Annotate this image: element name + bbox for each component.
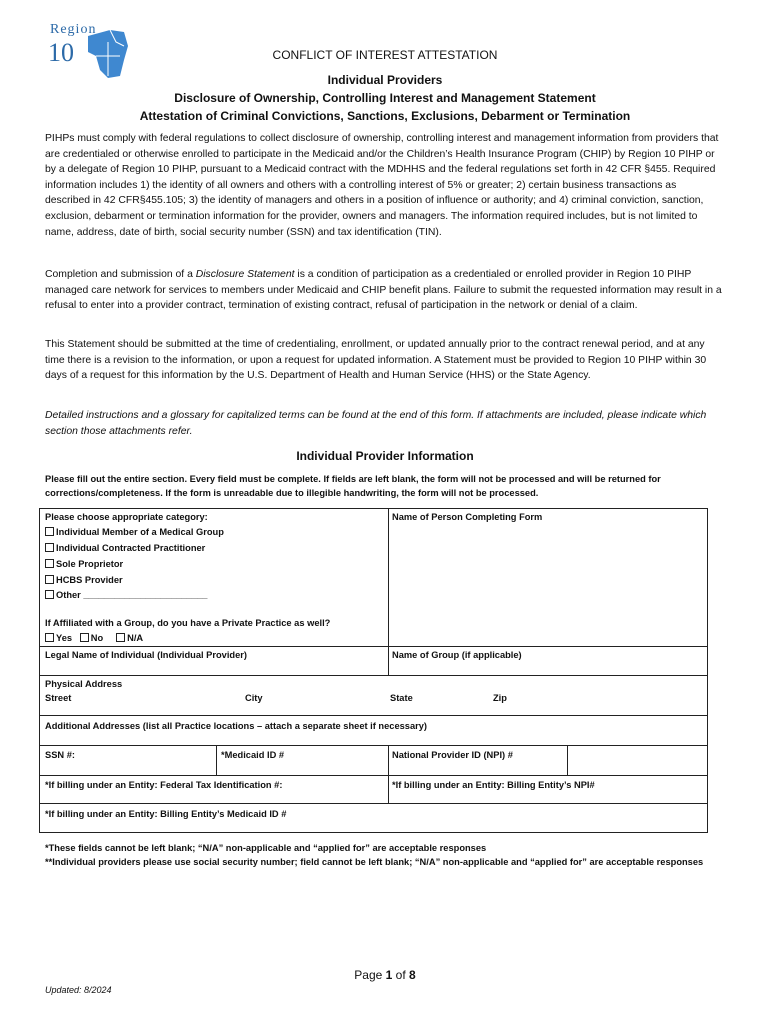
- checkbox[interactable]: [45, 575, 54, 584]
- form-column-divider: [567, 745, 568, 775]
- note-required-fields: *These fields cannot be left blank; “N/A” non-applicable and “applied for” are acceptable responses: [45, 843, 487, 853]
- option-na[interactable]: [116, 633, 143, 643]
- logo-region-text: Region: [50, 22, 97, 37]
- category-option-sole-proprietor[interactable]: [45, 558, 123, 571]
- paragraph-completion-lead: Completion and submission of a: [45, 269, 196, 280]
- form-column-divider: [388, 745, 389, 803]
- group-name-label: Name of Group (if applicable): [392, 650, 522, 660]
- checkbox[interactable]: [45, 590, 54, 599]
- form-divider: [40, 803, 707, 804]
- document-subtitle-1: Individual Providers: [327, 73, 443, 87]
- form-divider: [40, 715, 707, 716]
- individual-provider-form: [39, 508, 708, 833]
- option-yes[interactable]: [45, 633, 72, 643]
- form-notes: [45, 841, 725, 869]
- form-divider: [40, 745, 707, 746]
- category-option-label: Sole Proprietor: [56, 559, 124, 569]
- billing-medicaid-id-label: *If billing under an Entity: Billing Entity’s Medicaid ID #: [45, 809, 287, 819]
- form-divider: [40, 646, 707, 647]
- paragraph-completion-rest: is a condition of participation as a credentialed or enrolled provider in Region 10 PIHP managed care network for services to members under Medicaid and CHIP benefit plans. Failure to submit the requested information may result in a refusal to enter into a provider contract, termination of existing contract, refusal of participation in the network or denial of a claim.: [45, 269, 722, 312]
- form-divider: [40, 775, 707, 776]
- medicaid-id-label: *Medicaid ID #: [221, 750, 285, 760]
- npi-label: National Provider ID (NPI) #: [392, 750, 513, 760]
- checkbox[interactable]: [45, 527, 54, 536]
- page-number: [0, 968, 770, 982]
- category-option-label: Individual Member of a Medical Group: [56, 527, 224, 537]
- page-total: 8: [409, 968, 416, 982]
- form-column-divider: [216, 745, 217, 775]
- form-column-divider: [388, 509, 389, 675]
- option-label: N/A: [127, 633, 144, 643]
- category-option-label: HCBS Provider: [56, 575, 123, 585]
- region-10-logo: [44, 18, 134, 76]
- page-of: of: [392, 968, 410, 982]
- category-option-label: Individual Contracted Practitioner: [56, 543, 206, 553]
- state-label: State: [390, 693, 413, 703]
- checkbox[interactable]: [116, 633, 125, 642]
- category-option-group-member[interactable]: [45, 526, 224, 539]
- form-divider: [40, 675, 707, 676]
- document-subtitle-3: Attestation of Criminal Convictions, Sanctions, Exclusions, Debarment or Termination: [139, 109, 631, 123]
- checkbox[interactable]: [45, 543, 54, 552]
- paragraph-submission-timing: This Statement should be submitted at the time of credentialing, enrollment, or updated annually prior to the contract renewal period, and at any time there is a revision to the information, or upon a request for updated information. A Statement must be provided to Region 10 PIHP within 30 days of a request for this information by the U.S. Department of Health and Human Service (HHS) or the State Agency.: [45, 339, 707, 382]
- private-practice-options: [45, 632, 143, 645]
- city-label: City: [245, 693, 263, 703]
- option-label: Yes: [56, 633, 73, 643]
- option-label: No: [90, 633, 104, 643]
- disclosure-statement-term: Disclosure Statement: [195, 269, 295, 280]
- checkbox[interactable]: [45, 559, 54, 568]
- category-option-contracted[interactable]: [45, 542, 205, 555]
- legal-name-label: Legal Name of Individual (Individual Provider): [45, 650, 247, 660]
- category-option-label: Other ________________________: [56, 590, 208, 600]
- private-practice-question: If Affiliated with a Group, do you have a Private Practice as well?: [45, 618, 331, 628]
- additional-addresses-label: Additional Addresses (list all Practice locations – attach a separate sheet if necessary): [45, 721, 428, 731]
- document-title: CONFLICT OF INTEREST ATTESTATION: [272, 48, 498, 62]
- physical-address-label: Physical Address: [45, 679, 123, 689]
- person-completing-label: Name of Person Completing Form: [392, 512, 543, 522]
- zip-label: Zip: [493, 693, 507, 703]
- page-prefix: Page: [354, 968, 386, 982]
- section-title: Individual Provider Information: [296, 449, 474, 463]
- category-option-other[interactable]: [45, 589, 207, 602]
- paragraph-completion: [45, 267, 723, 314]
- option-no[interactable]: [80, 633, 103, 643]
- page-current: 1: [385, 968, 393, 982]
- category-option-hcbs[interactable]: [45, 574, 123, 587]
- section-instructions: Please fill out the entire section. Every field must be complete. If fields are left blank, the form will not be processed and will be returned for corrections/completeness. If the form is unreadable due to illegible handwriting, the form will not be processed.: [45, 474, 661, 498]
- ssn-label: SSN #:: [45, 750, 75, 760]
- updated-date: Updated: 8/2024: [45, 985, 112, 995]
- note-ssn: **Individual providers please use social security number; field cannot be left blank; “N/A” non-applicable and “applied for” are acceptable responses: [45, 857, 704, 867]
- paragraph-instructions-note: Detailed instructions and a glossary for capitalized terms can be found at the end of this form. If attachments are included, please indicate which section those attachments refer.: [45, 410, 707, 437]
- checkbox[interactable]: [45, 633, 54, 642]
- checkbox[interactable]: [80, 633, 89, 642]
- billing-npi-label: *If billing under an Entity: Billing Entity’s NPI#: [392, 780, 595, 790]
- federal-tax-id-label: *If billing under an Entity: Federal Tax Identification #:: [45, 780, 283, 790]
- document-subtitle-2: Disclosure of Ownership, Controlling Interest and Management Statement: [174, 91, 596, 105]
- paragraph-federal-regulations: PIHPs must comply with federal regulations to collect disclosure of ownership, controlling interest and management information from providers that are credentialed or otherwise enrolled to participate in the Medicaid and/or the Children’s Health Insurance Program (CHIP) by Region 10 PIHP or by a delegate of Region 10 PIHP, pursuant to a Medicaid contract with the MDHHS and the federal regulations set forth in 42 CFR §455. Required information includes 1) the identity of all owners and others with a controlling interest of 5% or greater; 2) certain business transactions as described in 42 CFR§455.105; 3) the identity of managers and others in a position of influence or authority; and 4) criminal conviction, sanction, exclusion, debarment or termination information for the provider, owners and managers. The information required includes, but is not limited to name, address, date of birth, social security number (SSN) and tax identification (TIN).: [45, 133, 719, 238]
- logo-number-text: 10: [48, 38, 74, 67]
- category-label: Please choose appropriate category:: [45, 512, 208, 522]
- street-label: Street: [45, 693, 72, 703]
